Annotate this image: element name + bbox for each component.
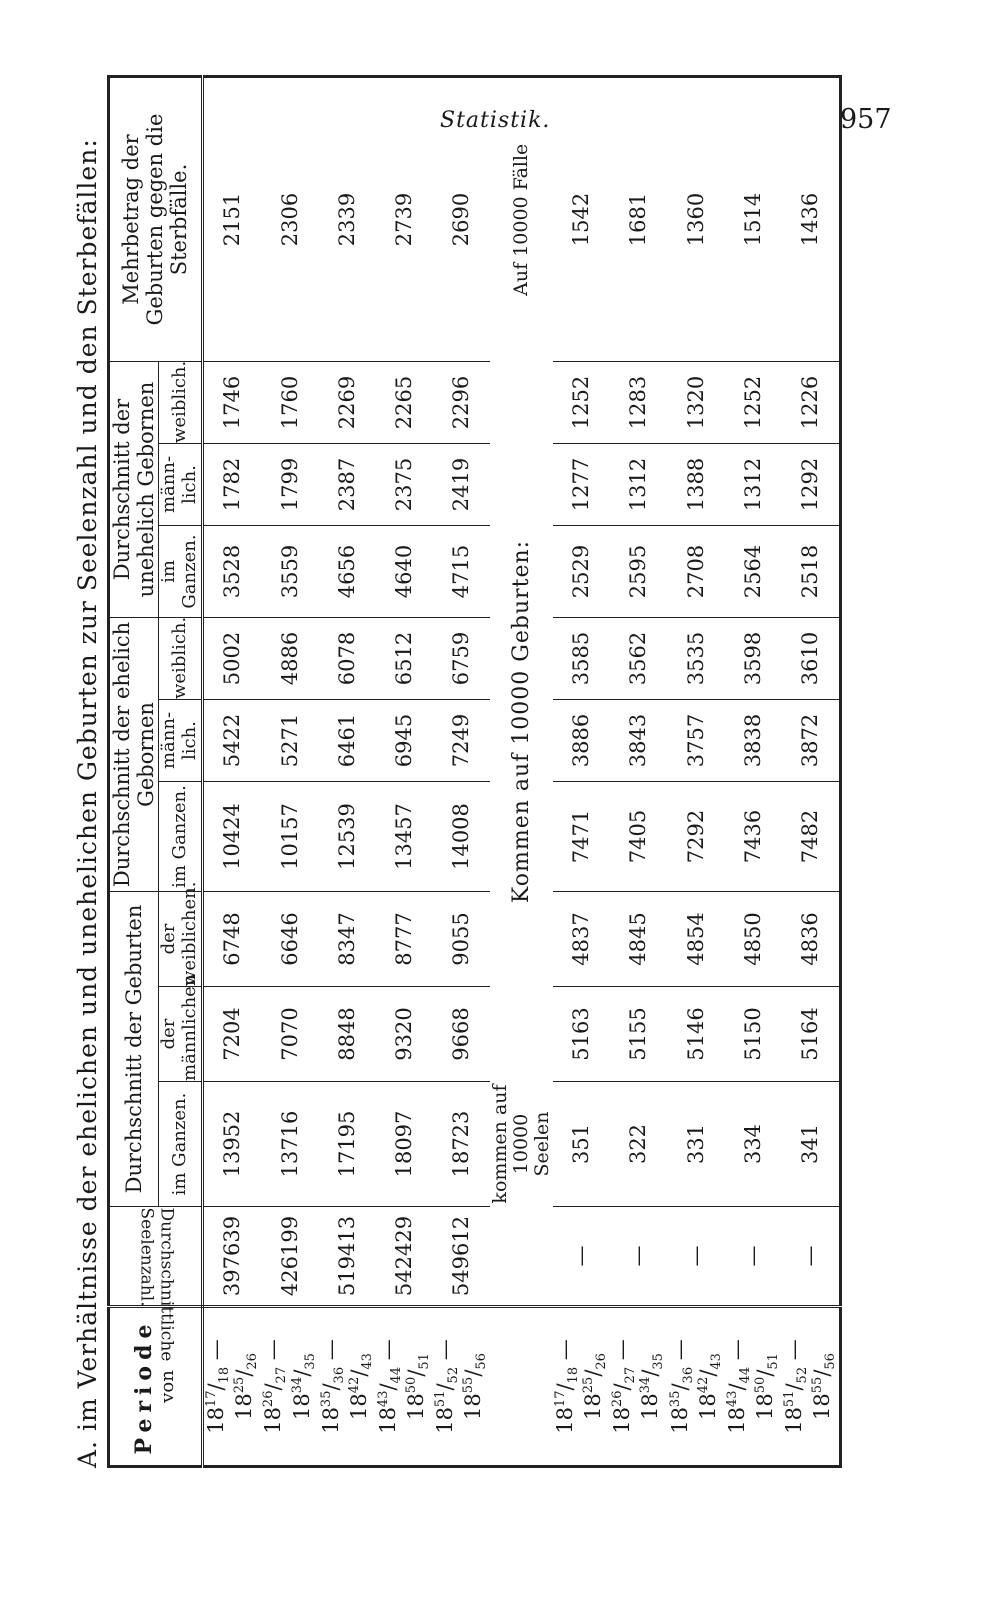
periode-header [109, 1307, 203, 1467]
seelen-cell: 426199 [261, 1207, 318, 1307]
table-row [667, 77, 724, 1467]
un-m-cell: 1782 [202, 444, 261, 526]
mehr-cell: 2339 [334, 192, 359, 247]
seelen-cell: — [610, 1207, 667, 1307]
eh-w-cell: 6759 [433, 618, 490, 700]
eh-m-cell: 3838 [724, 700, 781, 782]
geb-m-cell: 5155 [610, 987, 667, 1082]
table-row [202, 77, 261, 1467]
eh-w-cell: 3598 [724, 618, 781, 700]
geb-m-cell: 7204 [202, 987, 261, 1082]
table-row [433, 77, 490, 1467]
seelen-cell: 549612 [433, 1207, 490, 1307]
mehr-cell: 1514 [740, 192, 765, 247]
mehr-cell: 2151 [220, 192, 245, 247]
eh-w-cell: 5002 [202, 618, 261, 700]
geb-w-cell: 9055 [433, 892, 490, 987]
eh-m-cell: 3757 [667, 700, 724, 782]
eh-weiblich-header: weiblich. [159, 618, 202, 700]
geb-ganz-cell: 351 [553, 1082, 610, 1207]
running-head: Statistik. [440, 108, 551, 133]
geb-ganz-cell: 18097 [375, 1082, 432, 1207]
separator-row [490, 77, 553, 1467]
seelen-cell: — [667, 1207, 724, 1307]
un-w-cell: 1252 [553, 362, 610, 444]
geb-ganz-cell: 17195 [318, 1082, 375, 1207]
un-m-cell: 1312 [610, 444, 667, 526]
eh-w-cell: 3610 [782, 618, 841, 700]
period-cell: $18^{26}/_{27}$ — $18^{34}/_{35}$ [261, 1307, 318, 1467]
statistics-table [107, 75, 842, 1468]
geb-w-cell: 6646 [261, 892, 318, 987]
geb-m-cell: 5163 [553, 987, 610, 1082]
eh-ganz-cell: 13457 [375, 782, 432, 892]
un-ganz-cell: 4640 [375, 526, 432, 618]
seelen-cell: — [553, 1207, 610, 1307]
eh-m-cell: 3872 [782, 700, 841, 782]
geb-ganz-cell: 334 [724, 1082, 781, 1207]
mehrbetrag-header: Mehrbetrag der Geburten gegen die Sterbfälle. [109, 77, 203, 362]
eh-w-cell: 6512 [375, 618, 432, 700]
periode-label: Periode [131, 1318, 158, 1455]
mehr-cell: 1360 [683, 192, 708, 247]
eh-m-cell: 3886 [553, 700, 610, 782]
geb-w-cell: 4850 [724, 892, 781, 987]
geb-ganzen-header: im Ganzen. [159, 1082, 202, 1207]
eh-ganz-cell: 7436 [724, 782, 781, 892]
table-row [375, 77, 432, 1467]
eh-ganz-cell: 10424 [202, 782, 261, 892]
un-ganz-cell: 2564 [724, 526, 781, 618]
geb-ganz-cell: 341 [782, 1082, 841, 1207]
eh-w-cell: 3535 [667, 618, 724, 700]
un-ganz-cell: 4656 [318, 526, 375, 618]
unehelich-group-header: Durchschnitt der unehelich Gebornen [109, 362, 159, 618]
un-w-cell: 2265 [375, 362, 432, 444]
period-cell: $18^{43}/_{44}$ — $18^{50}/_{51}$ [375, 1307, 432, 1467]
un-w-cell: 1320 [667, 362, 724, 444]
un-w-cell: 1226 [782, 362, 841, 444]
eh-m-cell: 6945 [375, 700, 432, 782]
un-ganzen-header: im Ganzen. [159, 526, 202, 618]
eh-w-cell: 3562 [610, 618, 667, 700]
period-cell: $18^{17}/_{18}$ — $18^{25}/_{26}$ [202, 1307, 261, 1467]
un-m-cell: 2387 [318, 444, 375, 526]
un-ganz-cell: 2529 [553, 526, 610, 618]
table-row [724, 77, 781, 1467]
geb-ganz-cell: 13952 [202, 1082, 261, 1207]
eh-m-cell: 3843 [610, 700, 667, 782]
eh-ganz-cell: 7405 [610, 782, 667, 892]
un-ganz-cell: 3559 [261, 526, 318, 618]
seelen-cell: 519413 [318, 1207, 375, 1307]
un-w-cell: 1760 [261, 362, 318, 444]
geb-m-cell: 8848 [318, 987, 375, 1082]
geb-m-cell: 9668 [433, 987, 490, 1082]
seelen-cell: 397639 [202, 1207, 261, 1307]
period-cell: $18^{51}/_{52}$ — $18^{55}/_{56}$ [782, 1307, 841, 1467]
geb-w-cell: 8347 [318, 892, 375, 987]
eh-m-cell: 5422 [202, 700, 261, 782]
geb-m-cell: 5164 [782, 987, 841, 1082]
seelen-cell: — [782, 1207, 841, 1307]
geb-w-cell: 4836 [782, 892, 841, 987]
geb-ganz-cell: 331 [667, 1082, 724, 1207]
un-w-cell: 1746 [202, 362, 261, 444]
eh-w-cell: 6078 [318, 618, 375, 700]
period-cell: $18^{26}/_{27}$ — $18^{34}/_{35}$ [610, 1307, 667, 1467]
un-m-cell: 1388 [667, 444, 724, 526]
ehelich-group-header: Durchschnitt der ehelich Gebornen [109, 618, 159, 892]
un-weiblich-header: weiblich. [159, 362, 202, 444]
eh-m-cell: 5271 [261, 700, 318, 782]
period-cell: $18^{35}/_{36}$ — $18^{42}/_{43}$ [667, 1307, 724, 1467]
period-cell: $18^{35}/_{36}$ — $18^{42}/_{43}$ [318, 1307, 375, 1467]
seelen-cell: 542429 [375, 1207, 432, 1307]
un-ganz-cell: 2518 [782, 526, 841, 618]
von-label: von [156, 1370, 178, 1403]
seelenzahl-header: Durchschnittliche Seelenzahl. [109, 1207, 203, 1307]
geb-w-cell: 4854 [667, 892, 724, 987]
eh-maennlich-header: männ-lich. [159, 700, 202, 782]
seelen-cell: — [724, 1207, 781, 1307]
faelle-note: Auf 10000 Fälle [509, 143, 532, 296]
un-m-cell: 2419 [433, 444, 490, 526]
eh-ganz-cell: 7482 [782, 782, 841, 892]
un-m-cell: 1312 [724, 444, 781, 526]
eh-m-cell: 6461 [318, 700, 375, 782]
table-row [782, 77, 841, 1467]
un-maennlich-header: männ-lich. [159, 444, 202, 526]
geb-w-cell: 4837 [553, 892, 610, 987]
eh-ganz-cell: 10157 [261, 782, 318, 892]
table-row [610, 77, 667, 1467]
geb-maennlichen-header: der männlichen [159, 987, 202, 1082]
un-ganz-cell: 3528 [202, 526, 261, 618]
un-ganz-cell: 2595 [610, 526, 667, 618]
un-m-cell: 1799 [261, 444, 318, 526]
geburten-note: Kommen auf 10000 Geburten: [508, 539, 534, 904]
period-cell: $18^{17}/_{18}$ — $18^{25}/_{26}$ [553, 1307, 610, 1467]
geb-m-cell: 5146 [667, 987, 724, 1082]
geb-w-cell: 4845 [610, 892, 667, 987]
un-w-cell: 2296 [433, 362, 490, 444]
geburten-group-header: Durchschnitt der Geburten [109, 892, 159, 1207]
geb-weiblichen-header: der weiblichen. [159, 892, 202, 987]
table-row [261, 77, 318, 1467]
mehr-cell: 1436 [798, 192, 823, 247]
un-m-cell: 1292 [782, 444, 841, 526]
un-m-cell: 2375 [375, 444, 432, 526]
mehr-cell: 2306 [277, 192, 302, 247]
mehr-cell: 1542 [569, 192, 594, 247]
un-ganz-cell: 2708 [667, 526, 724, 618]
mehr-cell: 1681 [626, 192, 651, 247]
eh-ganzen-header: im Ganzen. [159, 782, 202, 892]
eh-ganz-cell: 12539 [318, 782, 375, 892]
eh-ganz-cell: 7471 [553, 782, 610, 892]
table-caption: A. im Verhältnisse der ehelichen und unehelichen Geburten zur Seelenzahl und den Sterbefällen: [73, 138, 102, 1468]
geb-m-cell: 9320 [375, 987, 432, 1082]
eh-w-cell: 3585 [553, 618, 610, 700]
period-cell: $18^{51}/_{52}$ — $18^{55}/_{56}$ [433, 1307, 490, 1467]
eh-ganz-cell: 7292 [667, 782, 724, 892]
mehr-cell: 2690 [449, 192, 474, 247]
geb-w-cell: 8777 [375, 892, 432, 987]
period-cell: $18^{43}/_{44}$ — $18^{50}/_{51}$ [724, 1307, 781, 1467]
geb-ganz-cell: 13716 [261, 1082, 318, 1207]
table-row [318, 77, 375, 1467]
eh-ganz-cell: 14008 [433, 782, 490, 892]
un-w-cell: 1283 [610, 362, 667, 444]
rotated-table-block [72, 78, 842, 1468]
page-number: 957 [840, 104, 892, 135]
eh-w-cell: 4886 [261, 618, 318, 700]
geb-m-cell: 7070 [261, 987, 318, 1082]
geb-ganz-cell: 322 [610, 1082, 667, 1207]
seelen-note: kommen auf 10000 Seelen [488, 1084, 553, 1204]
un-m-cell: 1277 [553, 444, 610, 526]
geb-m-cell: 5150 [724, 987, 781, 1082]
un-w-cell: 1252 [724, 362, 781, 444]
table-row [553, 77, 610, 1467]
geb-w-cell: 6748 [202, 892, 261, 987]
geb-ganz-cell: 18723 [433, 1082, 490, 1207]
un-ganz-cell: 4715 [433, 526, 490, 618]
mehr-cell: 2739 [392, 192, 417, 247]
eh-m-cell: 7249 [433, 700, 490, 782]
un-w-cell: 2269 [318, 362, 375, 444]
